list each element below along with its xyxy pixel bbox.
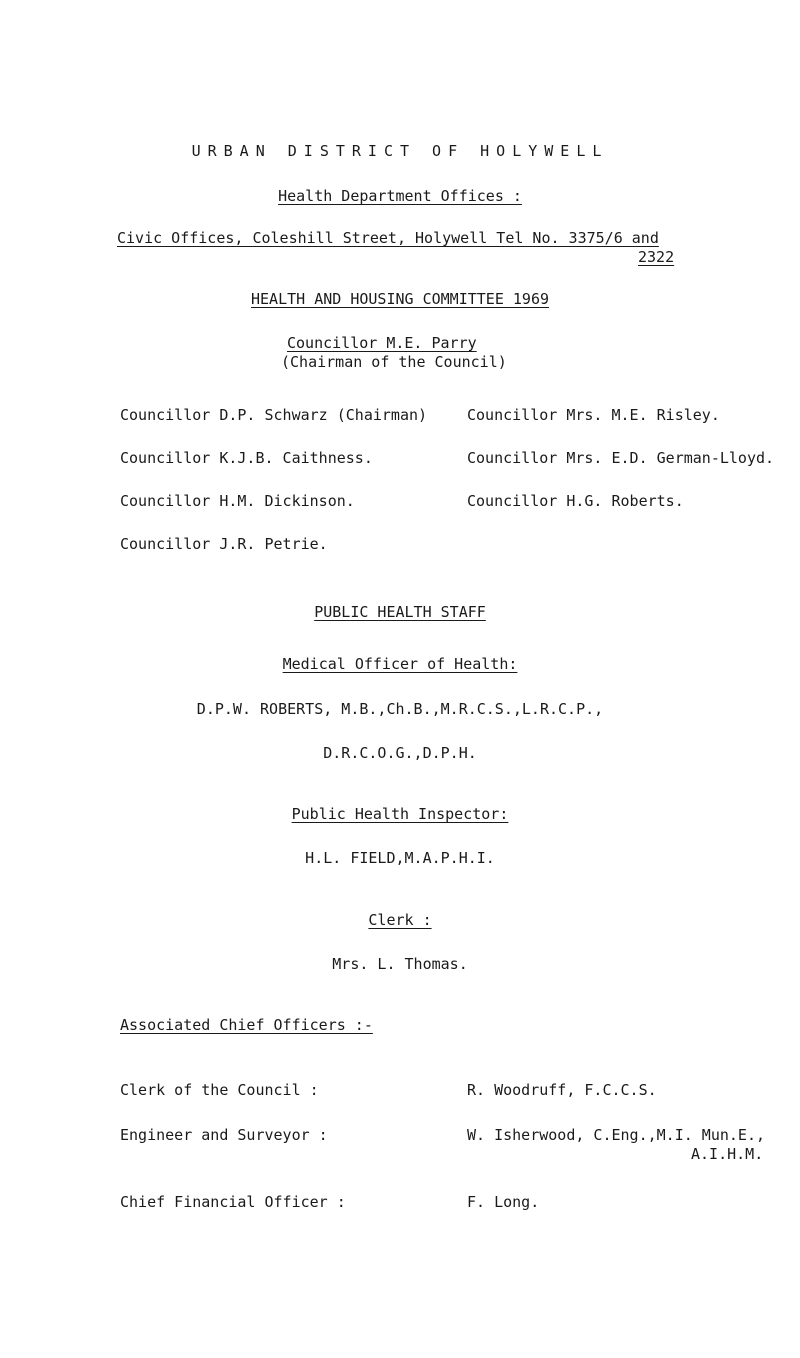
chief-officers-heading: Associated Chief Officers :- bbox=[120, 1016, 373, 1034]
address-line-2: 2322 bbox=[638, 248, 675, 266]
offices-heading: Health Department Offices : bbox=[278, 187, 522, 205]
moh-name: D.P.W. ROBERTS, M.B.,Ch.B.,M.R.C.S.,L.R.C.P., bbox=[196, 700, 604, 718]
ex-officio-role: (Chairman of the Council) bbox=[281, 353, 507, 371]
clerk-label: Clerk : bbox=[368, 911, 432, 929]
moh-label: Medical Officer of Health: bbox=[282, 655, 518, 673]
officer-role: Engineer and Surveyor : bbox=[120, 1126, 328, 1144]
committee-member: Councillor J.R. Petrie. bbox=[120, 535, 328, 553]
officer-name: W. Isherwood, C.Eng.,M.I. Mun.E., bbox=[467, 1126, 766, 1144]
phi-name: H.L. FIELD,M.A.P.H.I. bbox=[305, 849, 495, 867]
phi-label: Public Health Inspector: bbox=[291, 805, 509, 823]
committee-member: Councillor Mrs. M.E. Risley. bbox=[467, 406, 720, 424]
committee-member: Councillor Mrs. E.D. German-Lloyd. bbox=[467, 449, 775, 467]
officer-role: Chief Financial Officer : bbox=[120, 1193, 346, 1211]
committee-member: Councillor H.G. Roberts. bbox=[467, 492, 684, 510]
committee-heading: HEALTH AND HOUSING COMMITTEE 1969 bbox=[250, 290, 549, 308]
committee-member: Councillor D.P. Schwarz (Chairman) bbox=[120, 406, 428, 424]
officer-name: R. Woodruff, F.C.C.S. bbox=[467, 1081, 657, 1099]
officer-role: Clerk of the Council : bbox=[120, 1081, 319, 1099]
committee-member: Councillor H.M. Dickinson. bbox=[120, 492, 355, 510]
staff-heading: PUBLIC HEALTH STAFF bbox=[314, 603, 486, 621]
document-title: URBAN DISTRICT OF HOLYWELL bbox=[191, 142, 609, 160]
moh-qualifications: D.R.C.O.G.,D.P.H. bbox=[323, 744, 477, 762]
officer-name: F. Long. bbox=[467, 1193, 540, 1211]
officer-name-continued: A.I.H.M. bbox=[691, 1145, 764, 1163]
clerk-name: Mrs. L. Thomas. bbox=[332, 955, 468, 973]
ex-officio-member: Councillor M.E. Parry bbox=[287, 334, 477, 352]
address-line: Civic Offices, Coleshill Street, Holywell Tel No. 3375/6 and bbox=[117, 229, 659, 247]
committee-member: Councillor K.J.B. Caithness. bbox=[120, 449, 373, 467]
